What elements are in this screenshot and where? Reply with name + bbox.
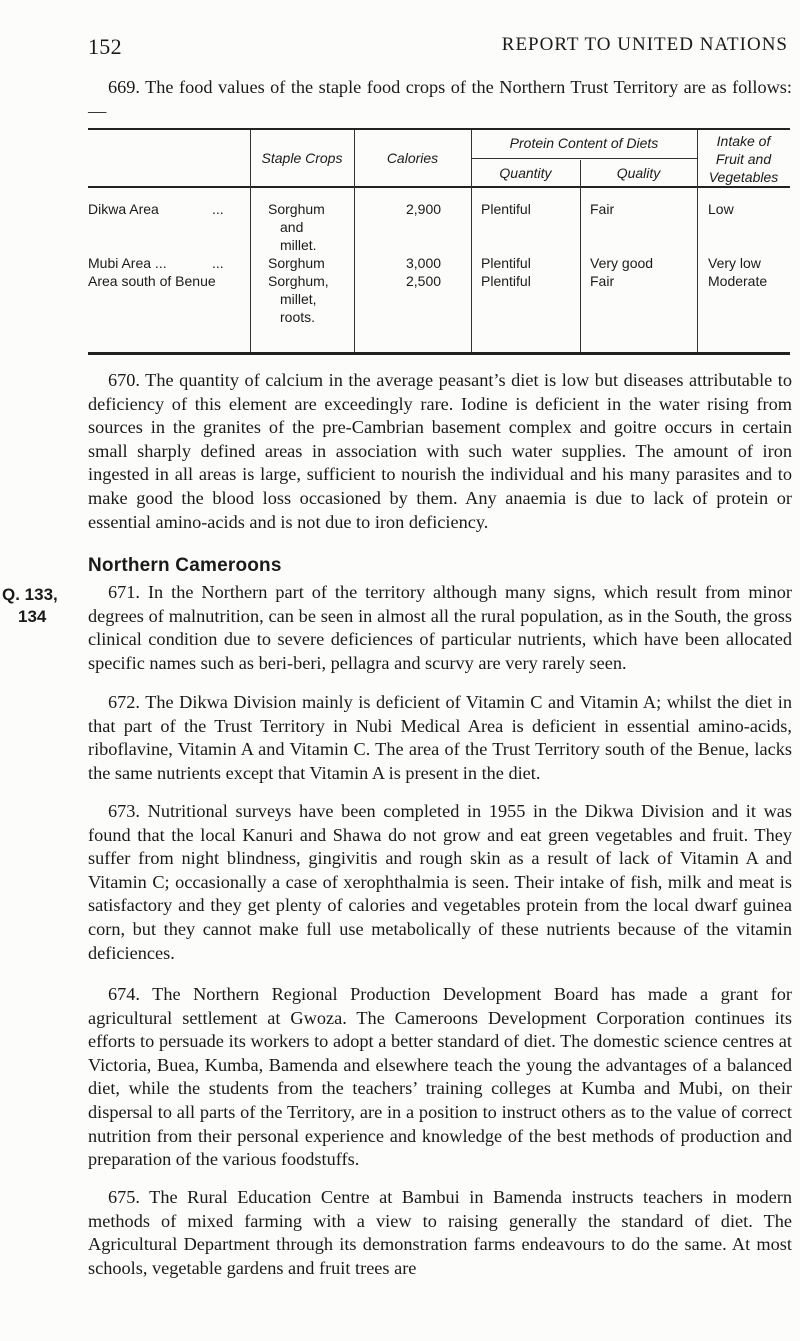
- row3-area: Area south of Benue: [88, 273, 216, 289]
- protein-subheader-rule: [471, 158, 697, 159]
- row2-quantity: Plentiful: [481, 255, 531, 271]
- header-intake-line1: Intake of: [716, 133, 771, 149]
- margin-reference: [2, 584, 84, 628]
- row2-crops: Sorghum: [268, 255, 325, 271]
- row1-intake: Low: [708, 201, 734, 217]
- col-divider-4: [580, 160, 581, 352]
- row3-quality: Fair: [590, 273, 615, 289]
- row3-crops-line1: Sorghum,: [268, 273, 329, 289]
- page-number: 152: [88, 34, 122, 59]
- row2-dots: ...: [212, 255, 224, 271]
- page-header: [88, 34, 788, 62]
- paragraph-669: 669. The food values of the staple food crops of the Northern Trust Territory are as follows:—: [88, 77, 792, 121]
- row2-intake: Very low: [708, 255, 761, 271]
- paragraph-675: 675. The Rural Education Centre at Bambui in Bamenda instructs teachers in modern methods of mixed farming with a view to raising generally the standard of diet. The Agricultural Department through its demonstration farms endeavours to do the same. At most schools, vegetable gardens and fruit trees are: [88, 1187, 792, 1278]
- row1-quality: Fair: [590, 201, 615, 217]
- section-heading: Northern Cameroons: [88, 555, 282, 576]
- paragraph-672: 672. The Dikwa Division mainly is deficient of Vitamin C and Vitamin A; whilst the diet in that part of the Trust Territory in Nubi Medical Area is deficient in essential amino-acids, riboflavine, Vitamin A and Vitamin C. The area of the Trust Territory south of the Benue, lacks the same nutrients except that Vitamin A is present in the diet.: [88, 692, 792, 783]
- paragraph-674: 674. The Northern Regional Production Development Board has made a grant for agricultural settlement at Gwoza. The Cameroons Development Corporation continues its efforts to persuade its workers to adopt a better standard of diet. The domestic science centres at Victoria, Buea, Kumba, Bamenda and elsewhere teach the young the advantages of a balanced diet, while the students from the teachers’ training colleges at Kumba and Mubi, on their dispersal to all parts of the Territory, are in a position to instruct others as to the value of correct nutrition from their personal experience and knowledge of the best methods of production and preparation of the various foodstuffs.: [88, 984, 792, 1170]
- margin-reference-line1: Q. 133,: [2, 585, 58, 604]
- paragraph-671: 671. In the Northern part of the territory although many signs, which result from minor degrees of malnutrition, can be seen in almost all the rural population, as in the South, the gross clinical condition due to severe deficiences of particular nutrients, which have been allocated specific names such as beri-beri, pellagra and scurvy are very rarely seen.: [88, 582, 792, 673]
- row3-crops-line2: millet,: [280, 291, 317, 307]
- table-header-rule: [88, 186, 790, 188]
- row1-calories: 2,900: [406, 201, 442, 217]
- row1-area: Dikwa Area: [88, 201, 159, 217]
- row2-area: Mubi Area ...: [88, 255, 167, 271]
- row1-crops: [268, 200, 325, 254]
- row1-quantity: Plentiful: [481, 201, 531, 217]
- row3-intake: Moderate: [708, 273, 768, 289]
- table-top-rule: [88, 128, 790, 130]
- row3-crops: [268, 272, 329, 326]
- row3-calories: 2,500: [406, 273, 442, 289]
- row3-crops-line3: roots.: [280, 309, 316, 325]
- header-calories: Calories: [386, 150, 439, 166]
- row1-crops-line1: Sorghum: [268, 201, 325, 217]
- margin-reference-line2: 134: [18, 607, 47, 626]
- row2-quality: Very good: [590, 255, 654, 271]
- header-intake-line2: Fruit and: [715, 151, 772, 167]
- row3-quantity: Plentiful: [481, 273, 531, 289]
- header-protein-content: Protein Content of Diets: [509, 135, 659, 151]
- paragraph-673: 673. Nutritional surveys have been completed in 1955 in the Dikwa Division and it was found that the local Kanuri and Shawa do not grow and eat green vegetables and fruit. They suffer from night blindness, gingivitis and rough skin as a result of lack of Vitamin A and Vitamin C; occasionally a case of xerophthalmia is seen. Their intake of fish, milk and meat is satisfactory and they get plenty of calories and vegetables protein from the local dwarf guinea corn, but they cannot make full use metabolically of these nutrients because of the vitamin deficiences.: [88, 801, 792, 963]
- header-quality: Quality: [616, 165, 661, 181]
- running-title: REPORT TO UNITED NATIONS: [501, 34, 788, 55]
- row2-calories: 3,000: [406, 255, 442, 271]
- header-intake-line3: Vegetables: [708, 169, 779, 185]
- paragraph-670: 670. The quantity of calcium in the average peasant’s diet is low but diseases attributable to deficiency of this element are exceedingly rare. Iodine is deficient in the water rising from sources in the granites of the pre-Cambrian basement complex and goitre occurs in certain small sharply defined areas in association with such water supplies. The amount of iron ingested in all areas is large, sufficient to nourish the individual and his many parasites and to make good the blood loss occasioned by them. Any anaemia is due to lack of protein or essential amino-acids and is not due to iron deficiency.: [88, 370, 792, 532]
- header-staple-crops: Staple Crops: [261, 150, 343, 166]
- row1-dots: ...: [212, 201, 224, 217]
- row1-crops-line2: and: [280, 219, 304, 235]
- header-intake: [697, 132, 790, 186]
- header-quantity: Quantity: [499, 165, 552, 181]
- row1-crops-line3: millet.: [280, 237, 317, 253]
- table-bottom-rule: [88, 352, 790, 355]
